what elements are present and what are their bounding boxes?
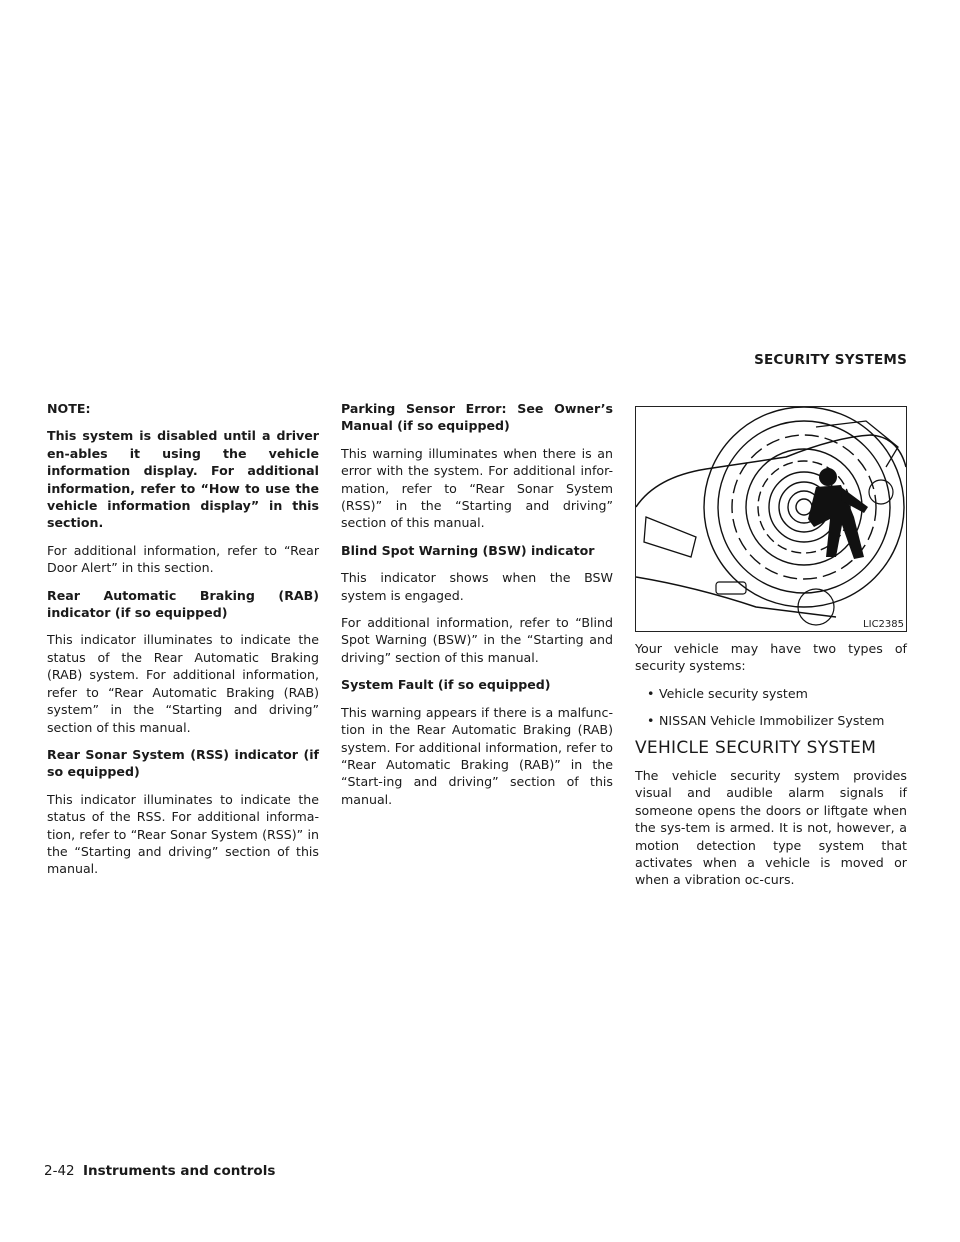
note-label: NOTE: xyxy=(47,401,91,416)
column-left xyxy=(47,400,319,888)
page-footer xyxy=(44,1163,275,1179)
pse-text: This warning illuminates when there is an error with the system. For additional infor-mation, refer to “Rear Sonar System (RSS)” in the “Starting and driving” section of this manual. xyxy=(341,445,613,531)
bsw-reference: For additional information, refer to “Blind Spot Warning (BSW)” in the “Starting and driving” section of this manual. xyxy=(341,615,613,665)
bullet-icon: • xyxy=(647,685,655,701)
note-text: This system is disabled until a driver en-ables it using the vehicle information display. For additional information, refer to “How to use the vehicle information display” in this section. xyxy=(47,428,319,531)
bsw-text: This indicator shows when the BSW system is engaged. xyxy=(341,570,613,603)
vehicle-security-text: The vehicle security system provides visual and audible alarm signals if someone opens the doors or liftgate when the sys-tem is armed. It is not, however, a motion detection type system that activates when a vehicle is moved or when a vibration oc-curs. xyxy=(635,768,907,888)
page-number: 2-42 xyxy=(44,1163,75,1179)
car-intruder-drawing xyxy=(636,407,906,631)
vehicle-security-heading: VEHICLE SECURITY SYSTEM xyxy=(635,737,877,758)
pse-heading: Parking Sensor Error: See Owner’s Manual (if so equipped) xyxy=(341,401,613,434)
figure-code: LIC2385 xyxy=(863,619,904,630)
column-right xyxy=(635,640,907,899)
security-illustration xyxy=(635,406,907,632)
list-item: • NISSAN Vehicle Immobilizer System xyxy=(647,713,885,729)
note-reference: For additional information, refer to “Rear Door Alert” in this section. xyxy=(47,542,319,576)
security-intro: Your vehicle may have two types of security systems: xyxy=(635,641,907,674)
section-heading: SECURITY SYSTEMS xyxy=(754,352,907,368)
column-middle xyxy=(341,400,613,818)
fault-text: This warning appears if there is a malfunc-tion in the Rear Automatic Braking (RAB) system. For additional information, refer to “Rear Automatic Braking (RAB)” in the “Start-ing and driving” section of this manual. xyxy=(341,704,613,807)
rss-text: This indicator illuminates to indicate the status of the RSS. For additional informa-tion, refer to “Rear Sonar System (RSS)” in the “Starting and driving” section of this manual. xyxy=(47,791,319,877)
list-item: • Vehicle security system xyxy=(647,685,808,701)
rss-heading: Rear Sonar System (RSS) indicator (if so equipped) xyxy=(47,746,319,780)
security-types-list xyxy=(647,685,907,730)
bullet-icon: • xyxy=(647,713,655,729)
rab-text: This indicator illuminates to indicate the status of the Rear Automatic Braking (RAB) system. For additional information, refer to “Rear Automatic Braking (RAB) system” in the “Starting and driving” section of this manual. xyxy=(47,632,319,735)
chapter-title: Instruments and controls xyxy=(82,1163,276,1179)
fault-heading: System Fault (if so equipped) xyxy=(341,677,551,693)
rab-heading: Rear Automatic Braking (RAB) indicator (if so equipped) xyxy=(47,587,319,621)
bsw-heading: Blind Spot Warning (BSW) indicator xyxy=(341,542,595,558)
